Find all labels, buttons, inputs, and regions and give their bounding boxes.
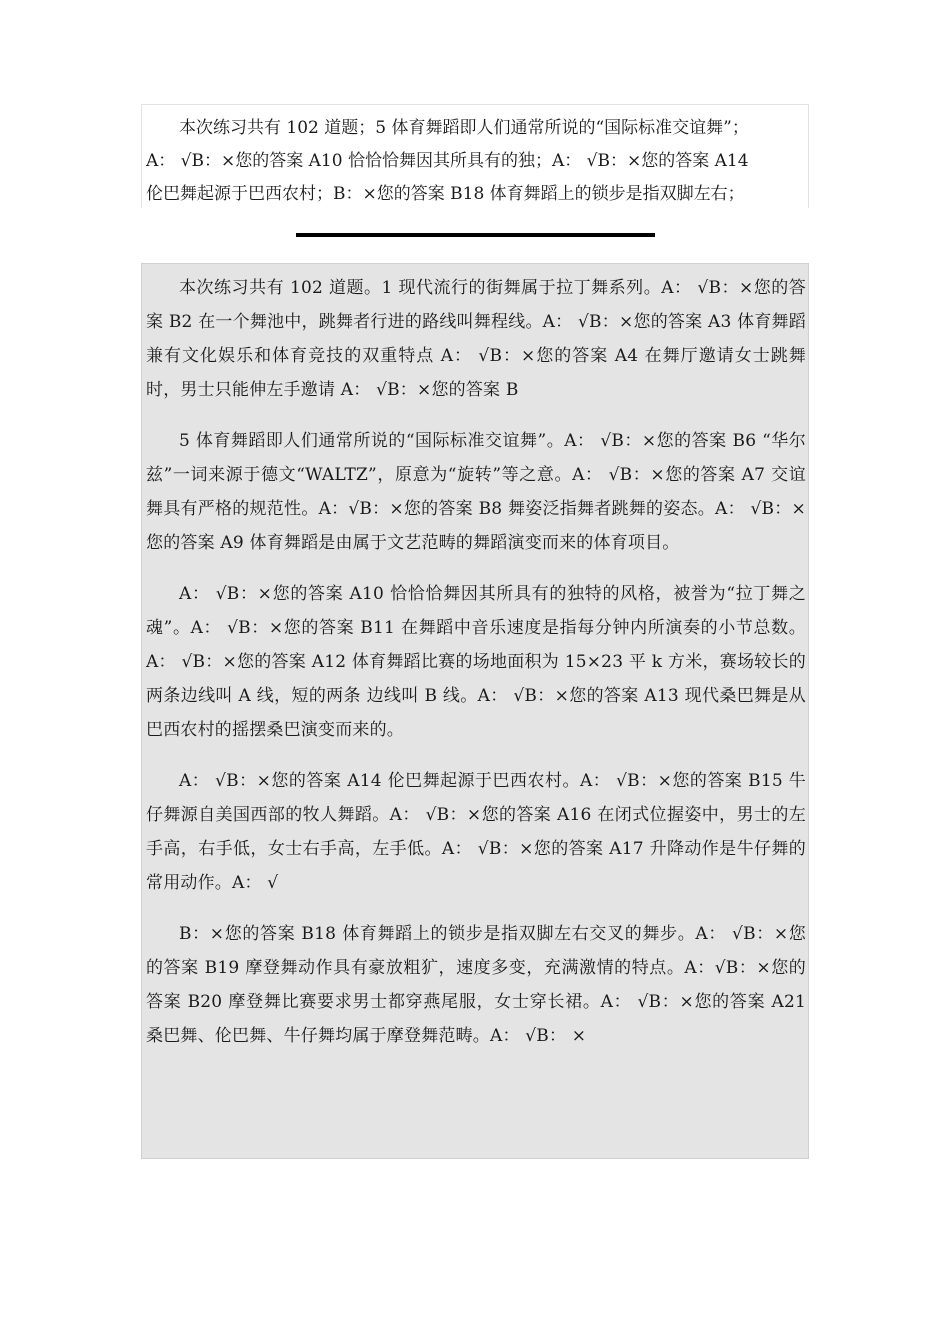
question-paragraph-3: A： √B：×您的答案 A10 恰恰恰舞因其所具有的独特的风格，被誉为“拉丁舞之魂”。A： √B：×您的答案 B11 在舞蹈中音乐速度是指每分钟内所演奏的小节总数。A： √B：×您的答案 A12 体育舞蹈比赛的场地面积为 15×23 平 k 方米，赛场较长的两条边线叫 A 线，短的两条 边线叫 B 线。A： √B：×您的答案 A13 现代桑巴舞是从巴西农村的摇摆桑巴演变而来的。 [146,584,806,740]
question-paragraph-4: A： √B：×您的答案 A14 伦巴舞起源于巴西农村。A： √B：×您的答案 B15 牛仔舞源自美国西部的牧人舞蹈。A： √B：×您的答案 A16 在闭式位握姿中，男士的左手高，右手低，女士右手高，左手低。A： √B：×您的答案 A17 升降动作是牛仔舞的常用动作。A： √ [146,771,806,893]
question-paragraph-1: 本次练习共有 102 道题。1 现代流行的街舞属于拉丁舞系列。A： √B：×您的答案 B2 在一个舞池中，跳舞者行进的路线叫舞程线。A： √B：×您的答案 A3 体育舞蹈兼有文化娱乐和体育竞技的双重特点 A： √B：×您的答案 A4 在舞厅邀请女士跳舞时，男士只能伸左手邀请 A： √B：×您的答案 B [146,278,806,400]
summary-line-2: A： √B：×您的答案 A10 恰恰恰舞因其所具有的独；A： √B：×您的答案 A14 [146,151,749,171]
summary-line-1: 本次练习共有 102 道题；5 体育舞蹈即人们通常所说的“国际标准交谊舞”； [179,118,749,138]
summary-excerpt-box [141,104,809,208]
question-content-box [141,263,809,1159]
section-divider [296,233,655,237]
summary-line-3: 伦巴舞起源于巴西农村；B：×您的答案 B18 体育舞蹈上的锁步是指双脚左右； [146,184,745,204]
question-paragraph-5: B：×您的答案 B18 体育舞蹈上的锁步是指双脚左右交叉的舞步。A： √B：×您的答案 B19 摩登舞动作具有豪放粗犷，速度多变，充满激情的特点。A：√B：×您的答案 B20 摩登舞比赛要求男士都穿燕尾服，女士穿长裙。A： √B：×您的答案 A21 桑巴舞、伦巴舞、牛仔舞均属于摩登舞范畴。A： √B： × [146,924,806,1046]
question-paragraph-2: 5 体育舞蹈即人们通常所说的“国际标准交谊舞”。A： √B：×您的答案 B6 “华尔兹”一词来源于德文“WALTZ”，原意为“旋转”等之意。A： √B：×您的答案 A7 交谊舞具有严格的规范性。A：√B：×您的答案 B8 舞姿泛指舞者跳舞的姿态。A： √B：×您的答案 A9 体育舞蹈是由属于文艺范畴的舞蹈演变而来的体育项目。 [146,431,806,553]
